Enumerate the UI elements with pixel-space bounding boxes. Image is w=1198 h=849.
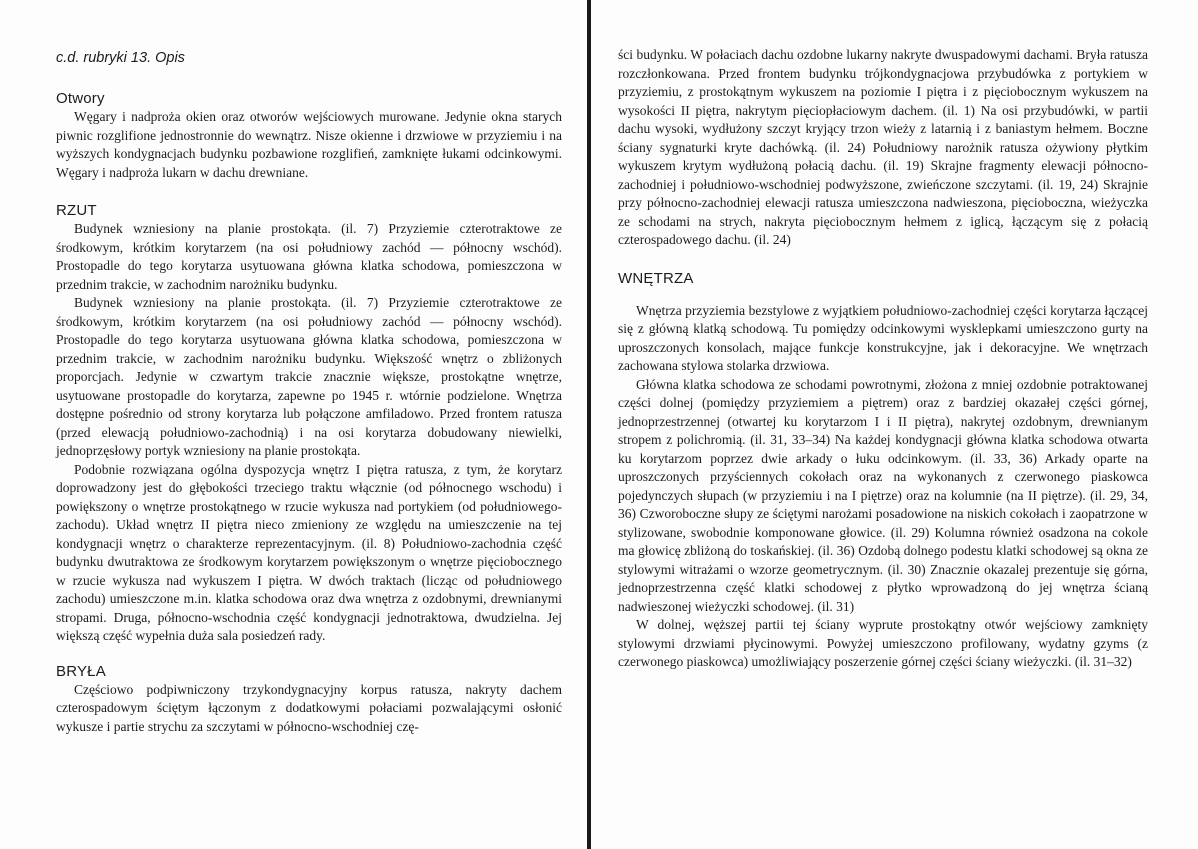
paragraph-continuation: ści budynku. W połaciach dachu ozdobne lukarny nakryte dwuspadowymi dachami. Bryła ratusza rozczłonkowana. Przed frontem budynku trójkondygnacjowa przybudówka z portykiem w przyziemiu, z prostokątnym wykuszem na poziomie I piętra i z pięciobocznym wykuszem na wysokości II piętra, nakrytym pięciopłaciowym dachem. (il. 1) Na osi przybudówki, w partii dachu wysoki, wydłużony szczyt kryjący trzon wieży z latarnią i z baniastym hełmem. Boczne ściany sygnaturki kryte dachówką. (il. 24) Południowy narożnik ratusza ożywiony płytkim wykuszem krytym wydłużoną połacią dachu. (il. 19) Skrajne fragmenty elewacji północno-zachodniej i południowo-wschodniej podwyższone, zwieńczone szczytami. (il. 19, 24) Skrajnie przy północno-zachodniej elewacji ratusza umieszczona nadwieszona, pięcioboczna, wieżyczka ze schodami na strych, nakryta pięciobocznym hełmem z iglicą, łączącym się z połacią czterospadowego dachu. (il. 24) — [618, 47, 1148, 247]
section-heading-wnetrza: WNĘTRZA — [618, 269, 694, 287]
page-fold-divider — [587, 0, 591, 849]
section-heading-bryla: BRYŁA — [56, 662, 106, 680]
rubric-title: c.d. rubryki 13. Opis — [56, 50, 185, 66]
section-wnetrza — [618, 270, 1148, 672]
paragraph: Główna klatka schodowa ze schodami powrotnymi, złożona z mniej ozdobnie potraktowanej części dolnej (pomiędzy przyziemiem a piętrem) oraz z bardziej okazałej części górnej, jednoprzestrzennej (otwartej ku korytarzom I i II piętra), nakrytej ozdobnym, drewnianym stropem z polichromią. (il. 31, 33–34) Na każdej kondygnacji główna klatka schodowa otwarta ku korytarzom poprzez dwie arkady o łuku odcinkowym. (il. 33, 36) Arkady oparte na uproszczonych przyściennych cokołach oraz na wykonanych z czerwonego piaskowca pojedynczych słupach (w przyziemiu i na I piętrze) oraz na kolumnie (na II piętrze). (il. 29, 34, 36) Czworoboczne słupy ze ściętymi narożami posadowione na niskich cokołach i zaopatrzone w stylizowane, swobodnie komponowane głowice. (il. 29) Kolumna również osadzona na cokole ma głowicę zbliżoną do toskańskiej. (il. 36) Ozdobą dolnego podestu klatki schodowej są okna ze stylowymi witrażami o wzorze geometrycznym. (il. 30) Znacznie okazalej prezentuje się górna, jednoprzestrzenna część klatki schodowej z płytko wprowadzoną do jej wnętrza ścianą nadwieszonej wieżyczki schodowej. (il. 31) — [618, 376, 1148, 614]
left-page — [56, 50, 562, 736]
section-heading-otwory: Otwory — [56, 90, 105, 107]
paragraph: W dolnej, węższej partii tej ściany wyprute prostokątny otwór wejściowy zamknięty stylowymi drzwiami płycinowymi. Powyżej umieszczono profilowany, wydatny gzyms (z czerwonego piaskowca) umożliwiający poszerzenie górnej części ściany wieżyczki. (il. 31–32) — [618, 617, 1148, 669]
right-page — [618, 46, 1148, 672]
section-otwory — [56, 90, 562, 182]
paragraph: Podobnie rozwiązana ogólna dyspozycja wnętrz I piętra ratusza, z tym, że korytarz doprowadzony jest do głębokości trzeciego traktu włącznie (od północnego wschodu) i powiększony o wnętrze prostokątnego w rzucie wykusza nad portykiem (od południowego-zachodu). Układ wnętrz II piętra nieco zmieniony ze względu na umieszczenie na tej kondygnacji wnętrz o charakterze reprezentacyjnym. (il. 8) Południowo-zachodnia część budynku dwutraktowa ze środkowym korytarzem powiększonym o wnętrze pięciobocznego w rzucie wykusza nad wykuszem I piętra. W dwóch traktach (licząc od południowego zachodu) umieszczone m.in. klatka schodowa oraz dwa wnętrza z ozdobnymi, drewnianymi stropami. Druga, północno-wschodnia część kondygnacji jednotraktowa, dwudzielna. Jej większą część wypełnia duża sala posiedzeń rady. — [56, 461, 562, 643]
paragraph: Budynek wzniesiony na planie prostokąta. (il. 7) Przyziemie czterotraktowe ze środkowym, krótkim korytarzem (na osi południowy zachód — północny wschód). Prostopadle do tego korytarza usytuowana główna klatka schodowa, pomieszczona w przednim trakcie, w zachodnim narożniku budynku. Większość wnętrz o zbliżonych proporcjach. Jedynie w czwartym trakcie znacznie większe, prostokątne wnętrze, usytuowane prostopadle do korytarza, zapewne po 1945 r. wtórnie podzielone. Wnętrza dostępne pośrednio od strony korytarza lub połączone amfiladowo. Przed frontem ratusza (przed elewacją południowo-zachodnią) i na osi korytarza dobudowany niewielki, jednoprzęsłowy portyk wzniesiony na planie prostokąta. — [56, 295, 562, 458]
paragraph: Częściowo podpiwniczony trzykondygnacyjny korpus ratusza, nakryty dachem czterospadowym ściętym łączonym z dodatkowymi połaciami pozwalającymi osłonić wykusze i partie strychu za szczytami w północno-wschodniej czę- — [56, 681, 562, 734]
section-rzut — [56, 202, 562, 646]
section-heading-rzut: RZUT — [56, 202, 97, 219]
section-bryla — [56, 663, 562, 737]
paragraph: Węgary i nadproża okien oraz otworów wejściowych murowane. Jedynie okna starych piwnic rozglifione jednostronnie do wewnątrz. Nisze okienne i drzwiowe w przyziemiu i na wyższych kondygnacjach budynku pozbawione rozglifień, zamknięte łukami odcinkowymi. Węgary i nadproża lukarn w dachu drewniane. — [56, 109, 562, 180]
paragraph: Budynek wzniesiony na planie prostokąta. (il. 7) Przyziemie czterotraktowe ze środkowym, krótkim korytarzem (na osi południowy zachód — północny wschód). Prostopadle do tego korytarza usytuowana główna klatka schodowa, pomieszczona w przednim trakcie, w zachodnim narożniku budynku. — [56, 221, 562, 292]
paragraph: Wnętrza przyziemia bezstylowe z wyjątkiem południowo-zachodniej części korytarza łączącej się z główną klatką schodową. Tu pomiędzy odcinkowymi wysklepkami umieszczono gurty na uproszczonych konsolach, mające funkcje konstrukcyjne, jak i dekoracyjne. We wnętrzach zachowana stylowa stolarka drzwiowa. — [618, 302, 1148, 373]
